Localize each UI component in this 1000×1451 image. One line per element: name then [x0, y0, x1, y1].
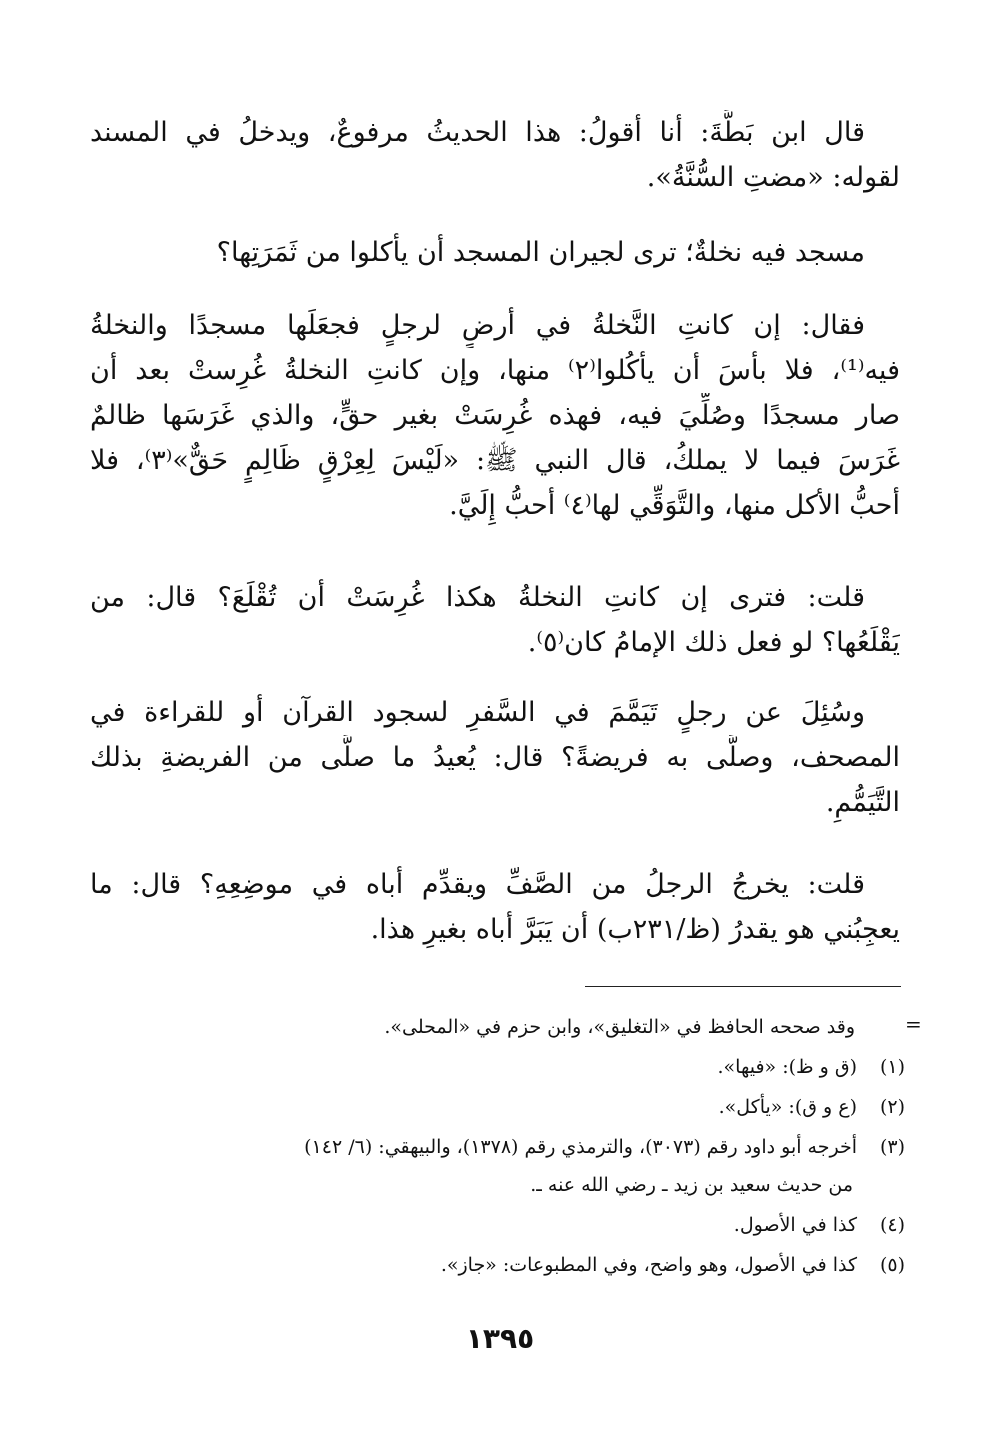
- paragraph-question-palm: [90, 230, 900, 275]
- text-line: قال ابن بَطَّةَ: أنا أقولُ: هذا الحديثُ مرفوعٌ، ويدخلُ في المسند: [90, 117, 865, 148]
- footnote-5: [85, 1250, 905, 1280]
- footnote-text: (ع و ق): «يأكل».: [718, 1096, 857, 1118]
- text-line: يَقْلَعُها؟ لو فعل ذلك الإمامُ كان⁽٥⁾.: [527, 627, 900, 658]
- text-line: يعجِبُني هو يقدرُ (ظ/٢٣١ب) أن يَبَرَّ أباه بغيرِ هذا.: [370, 914, 900, 945]
- footnote-text: كذا في الأصول، وهو واضح، وفي المطبوعات: «جاز».: [440, 1254, 857, 1276]
- footnote-number: (٥): [879, 1254, 905, 1276]
- footnote-text: (ق و ظ): «فيها».: [717, 1056, 857, 1078]
- paragraph-uprooting: [90, 575, 900, 665]
- paragraph-answer-palm: [90, 303, 900, 528]
- text-line: غَرَسَ فيما لا يملكُ، قال النبي ﷺ: «لَيْسَ لِعِرْقٍ ظَالِمٍ حَقٌّ»⁽٣⁾، فلا: [90, 445, 900, 476]
- footnote-1: [85, 1052, 905, 1082]
- footnote-number: (٤): [879, 1214, 905, 1236]
- text-line: فقال: إن كانتِ النَّخلةُ في أرضٍ لرجلٍ فجعَلَها مسجدًا والنخلةُ: [90, 310, 865, 341]
- paragraph-ibn-batta: [90, 110, 900, 200]
- text-line: لقوله: «مضتِ السُّنَّةُ».: [646, 162, 900, 193]
- paragraph-row-father: [90, 862, 900, 952]
- footnote-text: أخرجه أبو داود رقم (٣٠٧٣)، والترمذي رقم (١٣٧٨)، والبيهقي: (٦/ ١٤٢): [304, 1136, 857, 1158]
- text-line: أحبُّ الأكل منها، والتَّوَقِّي لها⁽٤⁾ أحبُّ إِلَيَّ.: [449, 490, 900, 521]
- footnote-4: [85, 1210, 905, 1240]
- text-line: قلت: يخرجُ الرجلُ من الصَّفِّ ويقدِّم أباه في موضِعِهِ؟ قال: ما: [90, 869, 865, 900]
- text-line: قلت: فترى إن كانتِ النخلةُ هكذا غُرِسَتْ أن تُقْلَعَ؟ قال: من: [90, 582, 865, 613]
- text-line: فيه⁽¹⁾، فلا بأسَ أن يأكُلوا⁽٢⁾ منها، وإن كانتِ النخلةُ غُرِستْ بعد أن: [90, 355, 900, 386]
- page-number: ١٣٩٥: [465, 1322, 535, 1355]
- footnote-3: [85, 1132, 905, 1162]
- paragraph-tayammum: [90, 690, 900, 825]
- text-line: مسجد فيه نخلةٌ؛ ترى لجيران المسجد أن يأكلوا من ثَمَرَتِها؟: [216, 237, 865, 268]
- footnote-3-continuation: من حديث سعيد بن زيد ـ رضي الله عنه ـ.: [530, 1174, 853, 1196]
- text-line: صار مسجدًا وصُلِّيَ فيه، فهذه غُرِسَتْ بغير حقٍّ، والذي غَرَسَها ظالمٌ: [90, 400, 900, 431]
- text-line: المصحف، وصلَّى به فريضةً؟ قال: يُعيدُ ما صلَّى من الفريضةِ بذلك: [90, 742, 900, 773]
- footnote-continuation: وقد صححه الحافظ في «التغليق»، وابن حزم في «المحلى».: [384, 1016, 855, 1038]
- footnote-separator: [585, 986, 901, 987]
- text-line: وسُئِلَ عن رجلٍ تَيَمَّمَ في السَّفرِ لسجود القرآن أو للقراءة في: [90, 697, 865, 728]
- footnote-2: [85, 1092, 905, 1122]
- footnote-continuation-marker: =: [905, 1012, 922, 1036]
- footnote-number: (١): [879, 1056, 905, 1078]
- footnote-text: كذا في الأصول.: [733, 1214, 857, 1236]
- text-line: التَّيَمُّمِ.: [825, 787, 900, 818]
- footnote-number: (٢): [879, 1096, 905, 1118]
- footnote-number: (٣): [879, 1136, 905, 1158]
